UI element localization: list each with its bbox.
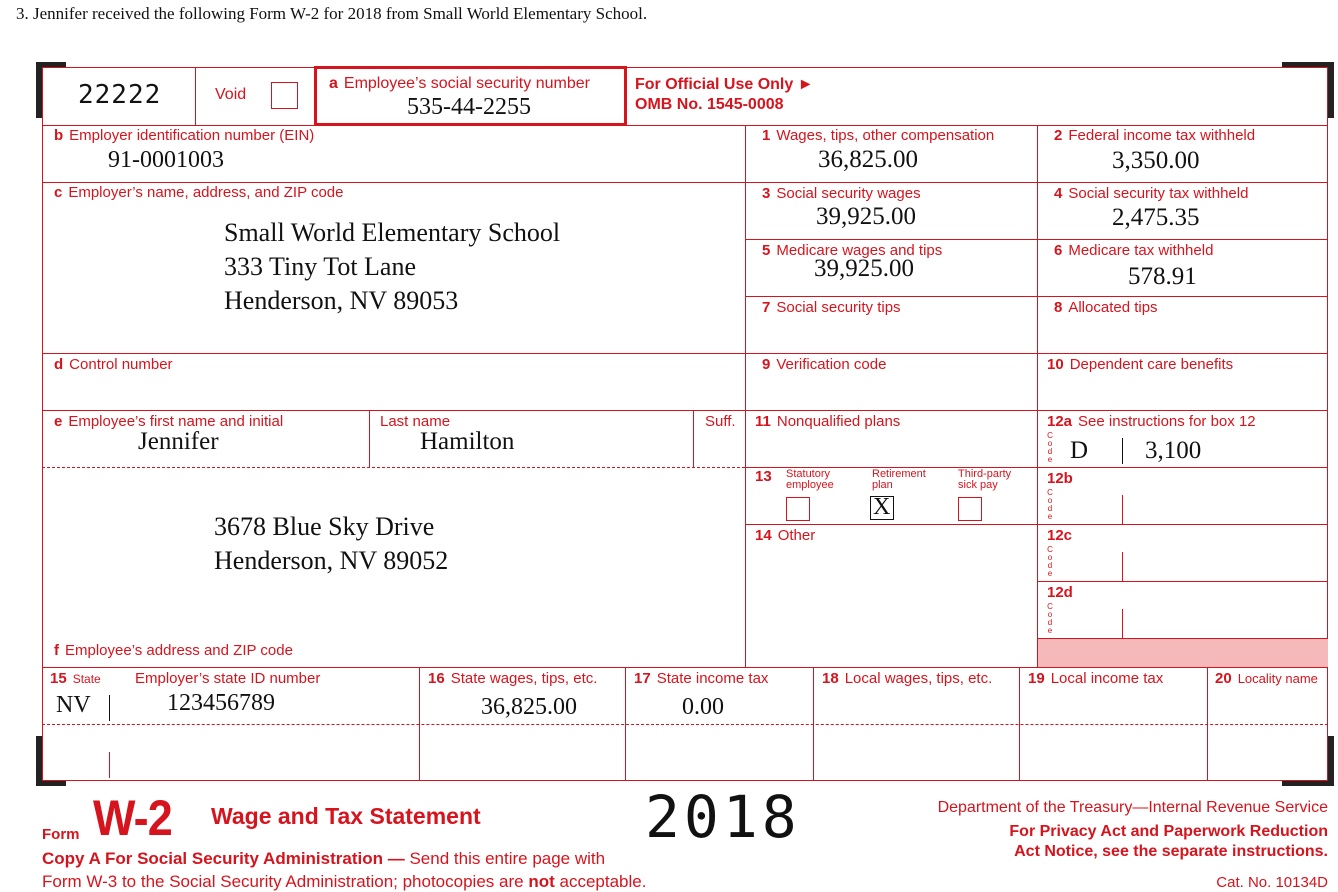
col-line-suff bbox=[693, 410, 694, 467]
row-dash-e bbox=[42, 467, 745, 468]
tax-year: 2018 bbox=[645, 783, 801, 851]
box-b-label: b Employer identification number (EIN) bbox=[54, 127, 315, 144]
box-2-value: 3,350.00 bbox=[1112, 147, 1200, 174]
col-line-16 bbox=[419, 667, 420, 781]
state-divider bbox=[109, 695, 110, 721]
code-letter-12d-2: o bbox=[1047, 610, 1053, 619]
box-12b-divider bbox=[1122, 495, 1123, 524]
corner-mark-bl-h bbox=[36, 781, 66, 786]
col-line-18 bbox=[813, 667, 814, 781]
box-16-value: 36,825.00 bbox=[481, 694, 577, 720]
box-15-label: 15 State bbox=[50, 670, 101, 687]
corner-mark-br bbox=[1328, 736, 1334, 786]
retirement-plan-checkbox[interactable] bbox=[870, 496, 894, 520]
void-label: Void bbox=[215, 86, 247, 103]
box-9-label: 9 Verification code bbox=[762, 356, 887, 373]
omb-number: OMB No. 1545-0008 bbox=[635, 96, 784, 113]
code-letter-12d-1: C bbox=[1047, 602, 1053, 611]
box-12c-label: 12c bbox=[1047, 527, 1073, 544]
retirement-label-1: Retirement bbox=[872, 468, 926, 480]
box-c-label: c Employer’s name, address, and ZIP code bbox=[54, 184, 344, 201]
form-word: Form bbox=[42, 826, 80, 843]
form-name: W-2 bbox=[93, 790, 172, 846]
box-2-label: 2 Federal income tax withheld bbox=[1054, 127, 1256, 144]
privacy-line2: Act Notice, see the separate instructions. bbox=[1014, 843, 1328, 860]
row-line-5 bbox=[42, 353, 1328, 354]
box-4-label: 4 Social security tax withheld bbox=[1054, 185, 1249, 202]
box-a-label: a Employee’s social security number bbox=[329, 75, 590, 92]
copy-a-line1: Copy A For Social Security Administration — Send this entire page with bbox=[42, 849, 606, 868]
statutory-label-1: Statutory bbox=[786, 468, 831, 480]
statutory-label-2: employee bbox=[786, 479, 834, 491]
form-title: Wage and Tax Statement bbox=[211, 803, 481, 829]
code-letter-12a-4: e bbox=[1047, 455, 1053, 464]
thirdparty-sick-pay-checkbox[interactable] bbox=[958, 497, 982, 521]
box-8-label: 8 Allocated tips bbox=[1054, 299, 1158, 316]
dept-line: Department of the Treasury—Internal Revenue Service bbox=[937, 799, 1328, 816]
box-12a-value: 3,100 bbox=[1145, 437, 1202, 464]
code-letter-12a-3: d bbox=[1047, 447, 1053, 456]
row-line-12b bbox=[1037, 524, 1328, 525]
state-id-value: 123456789 bbox=[167, 690, 275, 716]
code-letter-12d-4: e bbox=[1047, 626, 1053, 635]
box-12d-divider bbox=[1122, 609, 1123, 638]
box-f-label: f Employee’s address and ZIP code bbox=[54, 642, 293, 659]
state-divider-2 bbox=[109, 752, 110, 778]
box-12c-divider bbox=[1122, 552, 1123, 581]
box-6-value: 578.91 bbox=[1128, 263, 1197, 290]
box-5-label: 5 Medicare wages and tips bbox=[762, 242, 943, 259]
row-line-12c bbox=[1037, 581, 1328, 582]
box-18-label: 18 Local wages, tips, etc. bbox=[822, 670, 993, 687]
catalog-number: Cat. No. 10134D bbox=[1216, 874, 1328, 891]
shaded-area bbox=[1038, 639, 1328, 667]
col-line-right bbox=[1037, 125, 1038, 667]
row-line-2 bbox=[42, 182, 1328, 183]
last-name-label: Last name bbox=[380, 413, 451, 430]
suffix-label: Suff. bbox=[705, 413, 736, 430]
code-letter-12b-4: e bbox=[1047, 512, 1053, 521]
box-12a-divider bbox=[1122, 438, 1123, 464]
box-1-value: 36,825.00 bbox=[818, 146, 918, 173]
col-line-last bbox=[369, 410, 370, 467]
state-id-label: Employer’s state ID number bbox=[135, 670, 321, 687]
corner-mark-tr bbox=[1328, 62, 1334, 118]
col-line-void bbox=[195, 67, 196, 125]
box-20-label: 20 Locality name bbox=[1215, 670, 1318, 687]
box-3-label: 3 Social security wages bbox=[762, 185, 921, 202]
row-line-6 bbox=[42, 410, 1328, 411]
state-value: NV bbox=[56, 692, 91, 718]
box-17-label: 17 State income tax bbox=[634, 670, 769, 687]
intro-text: 3. Jennifer received the following Form W-2 for 2018 from Small World Elementary School. bbox=[16, 4, 648, 23]
box-7-label: 7 Social security tips bbox=[762, 299, 901, 316]
box-12d-label: 12d bbox=[1047, 584, 1073, 601]
employee-last-name: Hamilton bbox=[420, 428, 515, 455]
official-use-line1: For Official Use Only ► bbox=[635, 76, 814, 93]
code-letter-12a-1: C bbox=[1047, 431, 1053, 440]
copy-a-line2: Form W-3 to the Social Security Administration; photocopies are not acceptable. bbox=[42, 872, 647, 891]
col-line-17 bbox=[625, 667, 626, 781]
box-3-value: 39,925.00 bbox=[816, 203, 916, 230]
employee-city: Henderson, NV 89052 bbox=[214, 546, 449, 575]
box-e-label: e Employee’s first name and initial bbox=[54, 413, 284, 430]
box-11-label: 11 Nonqualified plans bbox=[755, 413, 901, 430]
code-letter-12a-2: o bbox=[1047, 439, 1053, 448]
box-10-label: 10 Dependent care benefits bbox=[1047, 356, 1234, 373]
ein-value: 91-0001003 bbox=[108, 147, 224, 173]
thirdparty-label-1: Third-party bbox=[958, 468, 1012, 480]
employer-city: Henderson, NV 89053 bbox=[224, 286, 459, 315]
row-line-8 bbox=[42, 667, 1328, 668]
corner-mark-br-h bbox=[1282, 781, 1334, 786]
box-1-label: 1 Wages, tips, other compensation bbox=[762, 127, 995, 144]
box-4-value: 2,475.35 bbox=[1112, 204, 1200, 231]
row-line-13 bbox=[745, 524, 1037, 525]
box-16-label: 16 State wages, tips, etc. bbox=[428, 670, 598, 687]
row-dash-state bbox=[42, 724, 1328, 725]
box-12b-label: 12b bbox=[1047, 470, 1073, 487]
col-line-19 bbox=[1019, 667, 1020, 781]
statutory-employee-checkbox[interactable] bbox=[786, 497, 810, 521]
void-checkbox[interactable] bbox=[271, 82, 298, 109]
retirement-label-2: plan bbox=[872, 479, 893, 491]
box-19-label: 19 Local income tax bbox=[1028, 670, 1164, 687]
privacy-line1: For Privacy Act and Paperwork Reduction bbox=[1009, 823, 1328, 840]
employer-street: 333 Tiny Tot Lane bbox=[224, 252, 417, 281]
code-letter-12c-1: C bbox=[1047, 545, 1053, 554]
box-5-value: 39,925.00 bbox=[814, 255, 914, 282]
box-13-num: 13 bbox=[755, 468, 772, 485]
box-d-label: d Control number bbox=[54, 356, 173, 373]
retirement-plan-mark: X bbox=[873, 494, 891, 520]
employer-name: Small World Elementary School bbox=[224, 218, 561, 247]
ssn-value: 535-44-2255 bbox=[407, 94, 531, 120]
code-letter-12b-1: C bbox=[1047, 488, 1053, 497]
employee-street: 3678 Blue Sky Drive bbox=[214, 512, 435, 541]
form-code: 22222 bbox=[78, 80, 162, 110]
code-letter-12c-3: d bbox=[1047, 561, 1053, 570]
code-letter-12d-3: d bbox=[1047, 618, 1053, 627]
code-letter-12b-2: o bbox=[1047, 496, 1053, 505]
code-letter-12b-3: d bbox=[1047, 504, 1053, 513]
thirdparty-label-2: sick pay bbox=[958, 479, 998, 491]
employee-first-name: Jennifer bbox=[138, 428, 219, 455]
box-12a-label: 12a See instructions for box 12 bbox=[1047, 413, 1256, 430]
code-letter-12c-2: o bbox=[1047, 553, 1053, 562]
box-14-label: 14 Other bbox=[755, 527, 816, 544]
row-line-1 bbox=[42, 125, 1328, 126]
box-12a-code: D bbox=[1070, 437, 1089, 464]
box-6-label: 6 Medicare tax withheld bbox=[1054, 242, 1214, 259]
col-line-20 bbox=[1207, 667, 1208, 781]
col-line-main bbox=[745, 125, 746, 667]
code-letter-12c-4: e bbox=[1047, 569, 1053, 578]
box-17-value: 0.00 bbox=[682, 694, 724, 720]
